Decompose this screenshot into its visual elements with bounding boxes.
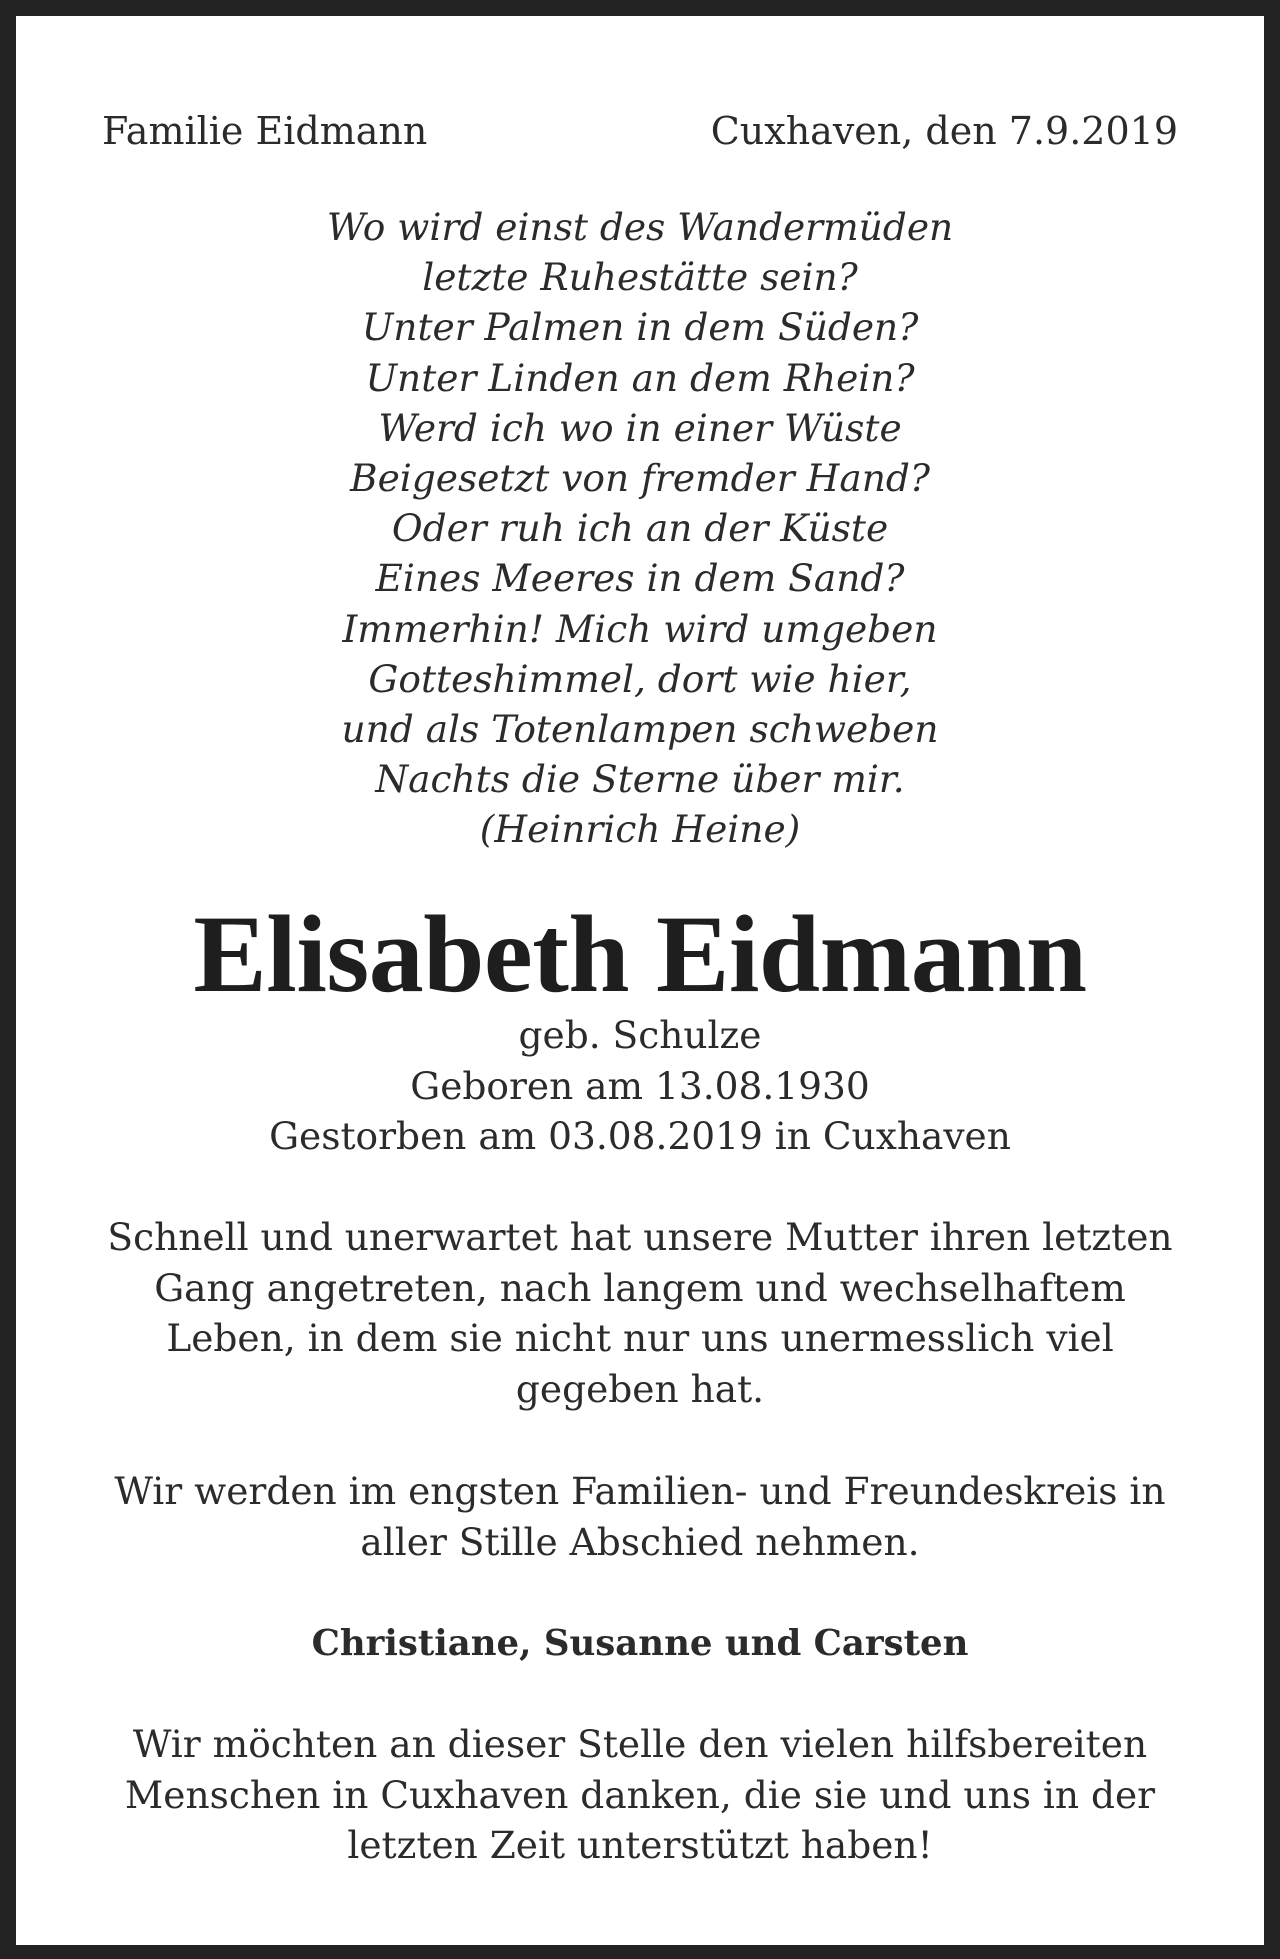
message-line: Wir möchten an dieser Stelle den vielen hilfsbereiten [132, 1722, 1148, 1766]
poem-line: Immerhin! Mich wird umgeben [342, 606, 938, 651]
death-date: Gestorben am 03.08.2019 in Cuxhaven [269, 1114, 1011, 1158]
message-line: Schnell und unerwartet hat unsere Mutter ihren letzten [107, 1215, 1173, 1259]
notice-header [102, 106, 1178, 156]
signers: Christiane, Susanne und Carsten [311, 1623, 969, 1664]
poem-line: Oder ruh ich an der Küste [391, 506, 889, 551]
poem-line: Beigesetzt von fremder Hand? [350, 456, 930, 501]
poem-line: Unter Linden an dem Rhein? [365, 355, 915, 400]
poem-line: Wo wird einst des Wandermüden [326, 205, 954, 249]
message-line: aller Stille Abschied nehmen. [360, 1519, 920, 1564]
poem-line: Unter Palmen in dem Süden? [361, 305, 919, 350]
poem-line: Gotteshimmel, dort wie hier, [368, 656, 912, 701]
family-name: Familie Eidmann [102, 109, 428, 153]
poem-line: Werd ich wo in einer Wüste [378, 405, 902, 450]
birth-date: Geboren am 13.08.1930 [410, 1063, 870, 1108]
message-line: Wir werden im engsten Familien- und Freundeskreis in [114, 1469, 1166, 1513]
poem-line: und als Totenlampen schweben [341, 707, 939, 752]
message-line: gegeben hat. [515, 1366, 765, 1411]
message-line: Gang angetreten, nach langem und wechselhaftem [154, 1265, 1126, 1310]
poem [80, 202, 1200, 855]
poem-line: Nachts die Sterne über mir. [375, 757, 905, 802]
deceased-name: Elisabeth Eidmann [193, 893, 1087, 1015]
message-paragraph-2 [80, 1466, 1200, 1567]
poem-line: letzte Ruhestätte sein? [422, 255, 858, 300]
place-date: Cuxhaven, den 7.9.2019 [710, 109, 1178, 153]
life-dates [80, 1010, 1200, 1162]
poem-line: Eines Meeres in dem Sand? [375, 556, 905, 601]
message-line: Menschen in Cuxhaven danken, die sie und uns in der [124, 1772, 1156, 1817]
message-paragraph-1 [80, 1212, 1200, 1414]
poem-author: (Heinrich Heine) [479, 807, 801, 852]
message-line: letzten Zeit unterstützt haben! [347, 1823, 933, 1867]
maiden-name: geb. Schulze [518, 1013, 762, 1057]
thanks-paragraph [80, 1719, 1200, 1871]
message-line: Leben, in dem sie nicht nur uns unermesslich viel [166, 1316, 1114, 1360]
